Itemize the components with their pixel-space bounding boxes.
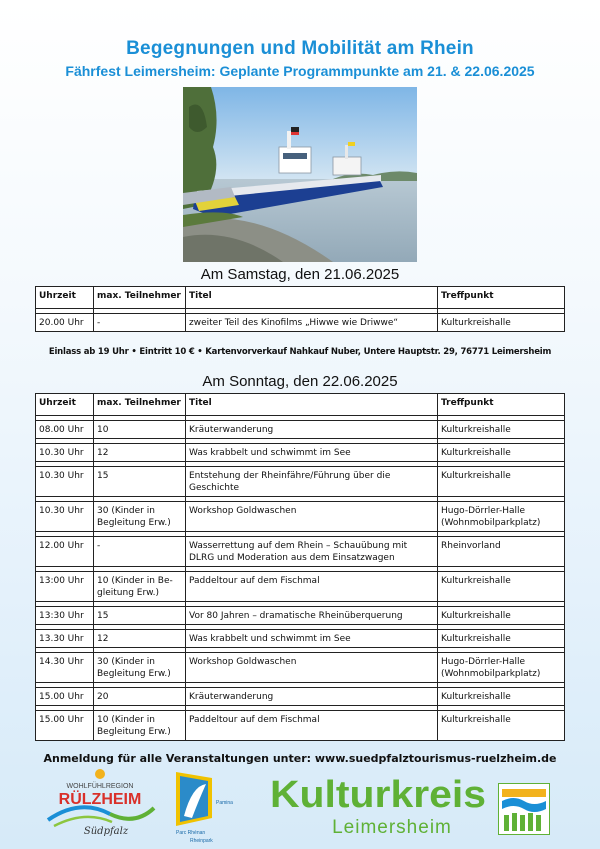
cell-max: 10 (Kinder in Be-gleitung Erw.): [94, 572, 186, 602]
pamina-line-3: Rheinpark: [190, 838, 213, 844]
cell-time: 13:30 Uhr: [36, 607, 94, 625]
cell-time: 13:00 Uhr: [36, 572, 94, 602]
cell-place: Kulturkreishalle: [438, 630, 565, 648]
table-row: [36, 421, 565, 439]
cell-time: 14.30 Uhr: [36, 653, 94, 683]
cell-title: Vor 80 Jahren – dramatische Rheinüberquerung: [186, 607, 438, 625]
cell-title: Was krabbelt und schwimmt im See: [186, 630, 438, 648]
page-title: Begegnungen und Mobilität am Rhein: [126, 38, 474, 59]
cell-max: -: [94, 314, 186, 332]
cell-title: Kräuterwanderung: [186, 688, 438, 706]
cell-title: Wasserrettung auf dem Rhein – Schauübung mit DLRG und Moderation aus dem Einsatzwagen: [186, 537, 438, 567]
column-header: Treffpunkt: [438, 287, 565, 309]
page-subtitle: Fährfest Leimersheim: Geplante Programmpunkte am 21. & 22.06.2025: [65, 63, 535, 79]
ruelzheim-name-text: RÜLZHEIM: [58, 791, 142, 808]
table-row: [36, 688, 565, 706]
cell-max: 10: [94, 421, 186, 439]
cell-title: Paddeltour auf dem Fischmal: [186, 572, 438, 602]
cell-time: 15.00 Uhr: [36, 711, 94, 741]
pamina-logo: [172, 772, 242, 844]
table-row: [36, 711, 565, 741]
kulturkreis-text: Kulturkreis: [270, 774, 486, 816]
table-row: [36, 502, 565, 532]
column-header: Titel: [186, 287, 438, 309]
cell-place: Kulturkreishalle: [438, 467, 565, 497]
cell-max: 20: [94, 688, 186, 706]
column-header: Uhrzeit: [36, 394, 94, 416]
column-header: Titel: [186, 394, 438, 416]
cell-time: 10.30 Uhr: [36, 467, 94, 497]
cell-place: Rheinvorland: [438, 537, 565, 567]
table-row: [36, 537, 565, 567]
kulturkreis-logo: [268, 773, 488, 837]
ruelzheim-logo: [40, 768, 160, 840]
table-row: [36, 607, 565, 625]
cell-time: 12.00 Uhr: [36, 537, 94, 567]
saturday-table: [35, 286, 565, 332]
cell-max: 12: [94, 630, 186, 648]
cell-place: Hugo-Dörrler-Halle (Wohnmobilparkplatz): [438, 502, 565, 532]
table-row: [36, 314, 565, 332]
cell-place: Kulturkreishalle: [438, 421, 565, 439]
cell-title: Workshop Goldwaschen: [186, 653, 438, 683]
cell-title: Was krabbelt und schwimmt im See: [186, 444, 438, 462]
ferry-photo: [183, 87, 417, 262]
table-header-row: [36, 394, 565, 416]
cell-place: Kulturkreishalle: [438, 314, 565, 332]
cell-place: Hugo-Dörrler-Halle (Wohnmobilparkplatz): [438, 653, 565, 683]
cell-time: 15.00 Uhr: [36, 688, 94, 706]
saturday-note: Einlass ab 19 Uhr • Eintritt 10 € • Kartenvorverkauf Nahkauf Nuber, Untere Hauptstr. 29, 76771 Leimersheim: [48, 347, 552, 357]
table-header-row: [36, 287, 565, 309]
table-row: [36, 630, 565, 648]
leimersheim-emblem: [498, 783, 550, 835]
cell-time: 08.00 Uhr: [36, 421, 94, 439]
cell-time: 10.30 Uhr: [36, 502, 94, 532]
pamina-line-2: Parc Rhénan: [176, 830, 206, 836]
table-row: [36, 467, 565, 497]
table-row: [36, 444, 565, 462]
column-header: max. Teilnehmer: [94, 287, 186, 309]
cell-place: Kulturkreishalle: [438, 444, 565, 462]
cell-max: 10 (Kinder in Begleitung Erw.): [94, 711, 186, 741]
cell-time: 10.30 Uhr: [36, 444, 94, 462]
table-row: [36, 572, 565, 602]
table-row: [36, 653, 565, 683]
pamina-line-1: Pamina: [216, 800, 233, 806]
registration-note: Anmeldung für alle Veranstaltungen unter: www.suedpfalztourismus-ruelzheim.de: [43, 752, 557, 765]
cell-place: Kulturkreishalle: [438, 711, 565, 741]
leimersheim-text: Leimersheim: [332, 817, 452, 837]
cell-title: Kräuterwanderung: [186, 421, 438, 439]
cell-max: -: [94, 537, 186, 567]
sunday-heading: Am Sonntag, den 22.06.2025: [202, 373, 398, 390]
cell-max: 30 (Kinder in Begleitung Erw.): [94, 653, 186, 683]
cell-time: 20.00 Uhr: [36, 314, 94, 332]
cell-place: Kulturkreishalle: [438, 688, 565, 706]
cell-title: Workshop Goldwaschen: [186, 502, 438, 532]
cell-max: 12: [94, 444, 186, 462]
ruelzheim-top-text: WOHLFÜHLREGION: [66, 783, 134, 790]
column-header: max. Teilnehmer: [94, 394, 186, 416]
cell-title: Paddeltour auf dem Fischmal: [186, 711, 438, 741]
cell-place: Kulturkreishalle: [438, 572, 565, 602]
ruelzheim-script-text: Südpfalz: [83, 826, 129, 837]
saturday-heading: Am Samstag, den 21.06.2025: [200, 266, 400, 283]
cell-max: 15: [94, 607, 186, 625]
cell-max: 15: [94, 467, 186, 497]
cell-title: zweiter Teil des Kinofilms „Hiwwe wie Driwwe“: [186, 314, 438, 332]
column-header: Uhrzeit: [36, 287, 94, 309]
column-header: Treffpunkt: [438, 394, 565, 416]
cell-title: Entstehung der Rheinfähre/Führung über die Geschichte: [186, 467, 438, 497]
cell-place: Kulturkreishalle: [438, 607, 565, 625]
sunday-table: [35, 393, 565, 741]
cell-max: 30 (Kinder in Begleitung Erw.): [94, 502, 186, 532]
cell-time: 13.30 Uhr: [36, 630, 94, 648]
